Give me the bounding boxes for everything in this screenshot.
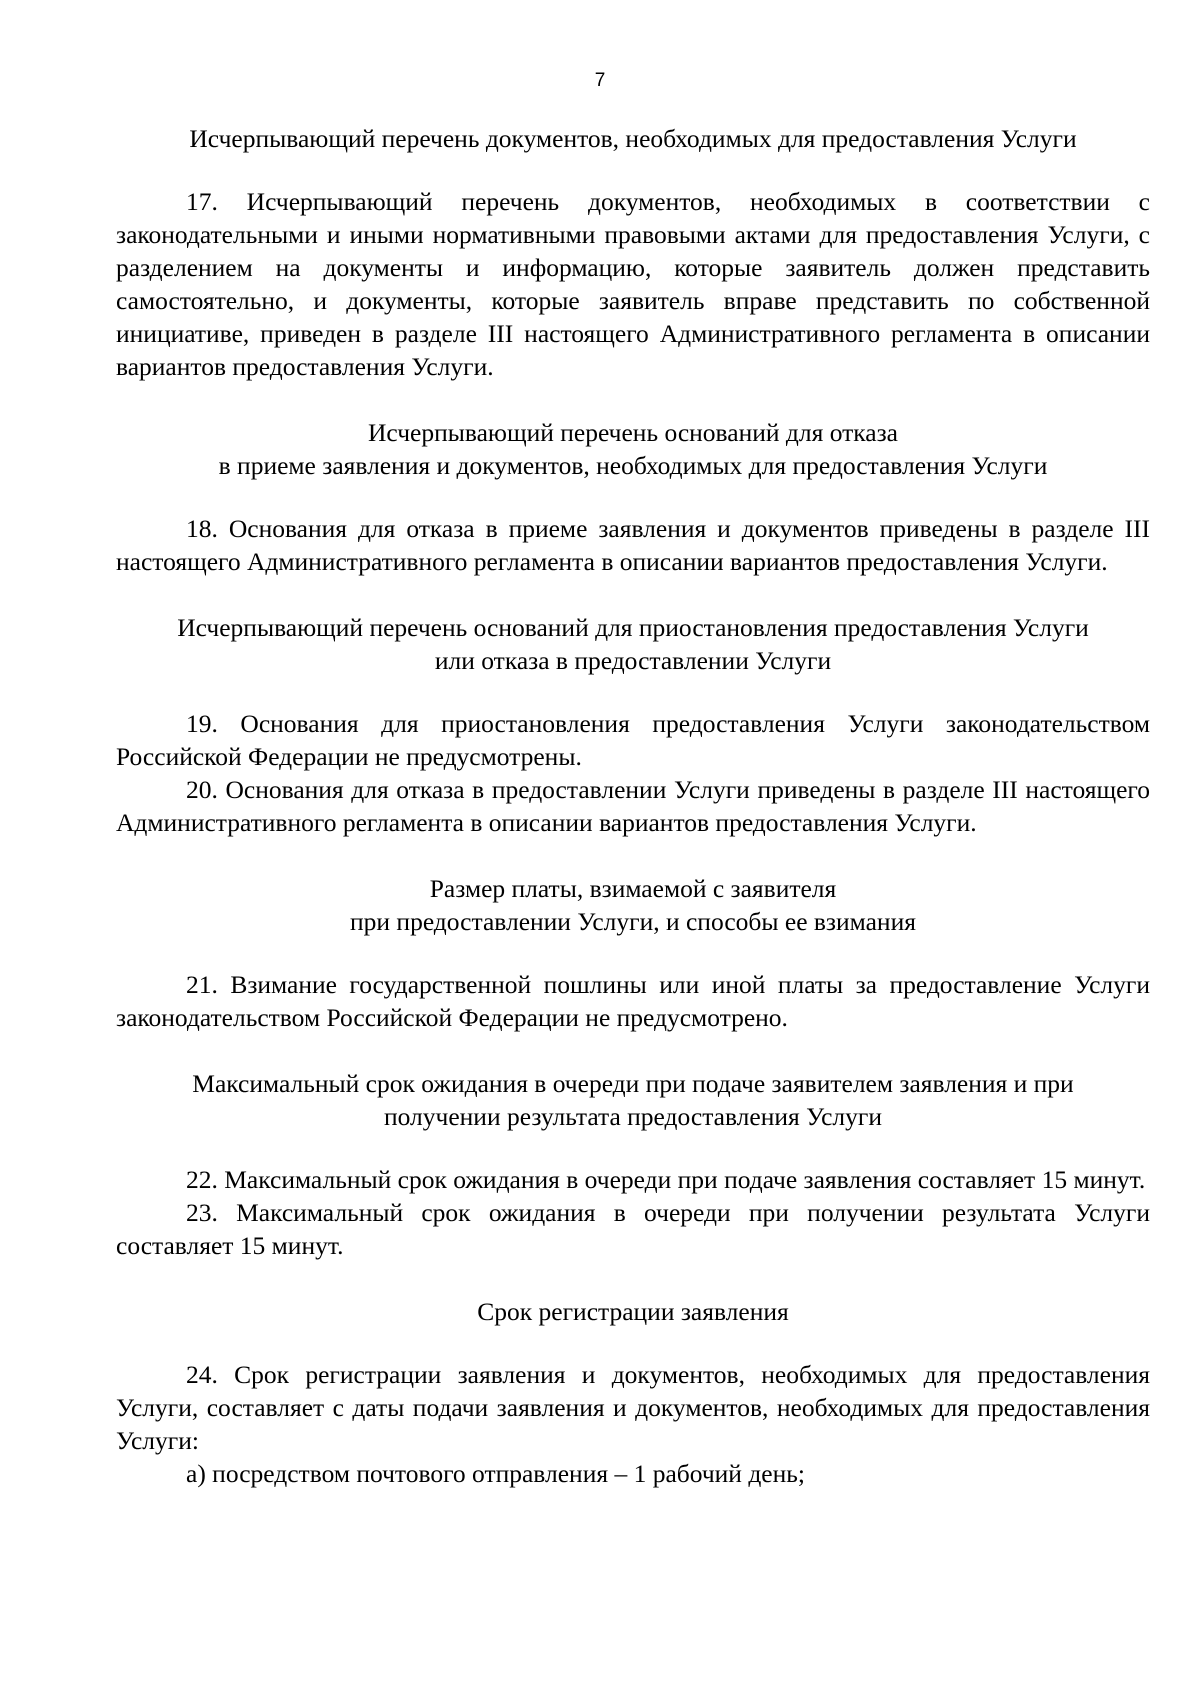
- section-heading: Размер платы, взимаемой с заявителя: [429, 874, 837, 903]
- document-body: [116, 122, 1150, 1490]
- section-heading: при предоставлении Услуги, и способы ее взимания: [350, 907, 916, 936]
- paragraph-23: 23. Максимальный срок ожидания в очереди при получении результата Услуги составляет 15 минут.: [116, 1198, 1150, 1260]
- section-heading: Исчерпывающий перечень оснований для отказа: [368, 418, 898, 447]
- section-heading: получении результата предоставления Услуги: [383, 1102, 883, 1131]
- section-heading: Срок регистрации заявления: [477, 1297, 789, 1326]
- section-heading: Исчерпывающий перечень документов, необходимых для предоставления Услуги: [189, 124, 1077, 153]
- paragraph-22: 22. Максимальный срок ожидания в очереди при подаче заявления составляет 15 минут.: [186, 1165, 1146, 1194]
- paragraph-21: 21. Взимание государственной пошлины или иной платы за предоставление Услуги законодательством Российской Федерации не предусмотрено.: [116, 970, 1150, 1032]
- paragraph-24: 24. Срок регистрации заявления и документов, необходимых для предоставления Услуги, составляет с даты подачи заявления и документов, необходимых для предоставления Услуги:: [116, 1360, 1150, 1455]
- paragraph-20: 20. Основания для отказа в предоставлении Услуги приведены в разделе III настоящего Административного регламента в описании вариантов предоставления Услуги.: [116, 775, 1150, 837]
- section-heading: или отказа в предоставлении Услуги: [434, 646, 832, 675]
- paragraph-19: 19. Основания для приостановления предоставления Услуги законодательством Российской Федерации не предусмотрены.: [116, 709, 1150, 771]
- paragraph-17: 17. Исчерпывающий перечень документов, необходимых в соответствии с законодательными и иными нормативными правовыми актами для предоставления Услуги, с разделением на документы и информацию, которые заявитель должен представить самостоятельно, и документы, которые заявитель вправе представить по собственной инициативе, приведен в разделе III настоящего Административного регламента в описании вариантов предоставления Услуги.: [116, 187, 1150, 381]
- section-heading: в приеме заявления и документов, необходимых для предоставления Услуги: [218, 451, 1048, 480]
- section-heading: Исчерпывающий перечень оснований для приостановления предоставления Услуги: [177, 613, 1089, 642]
- paragraph-24a: а) посредством почтового отправления – 1 рабочий день;: [186, 1459, 805, 1488]
- paragraph-18: 18. Основания для отказа в приеме заявления и документов приведены в разделе III настоящего Административного регламента в описании вариантов предоставления Услуги.: [116, 514, 1150, 576]
- page-number: 7: [594, 70, 606, 91]
- section-heading: Максимальный срок ожидания в очереди при подаче заявителем заявления и при: [192, 1069, 1074, 1098]
